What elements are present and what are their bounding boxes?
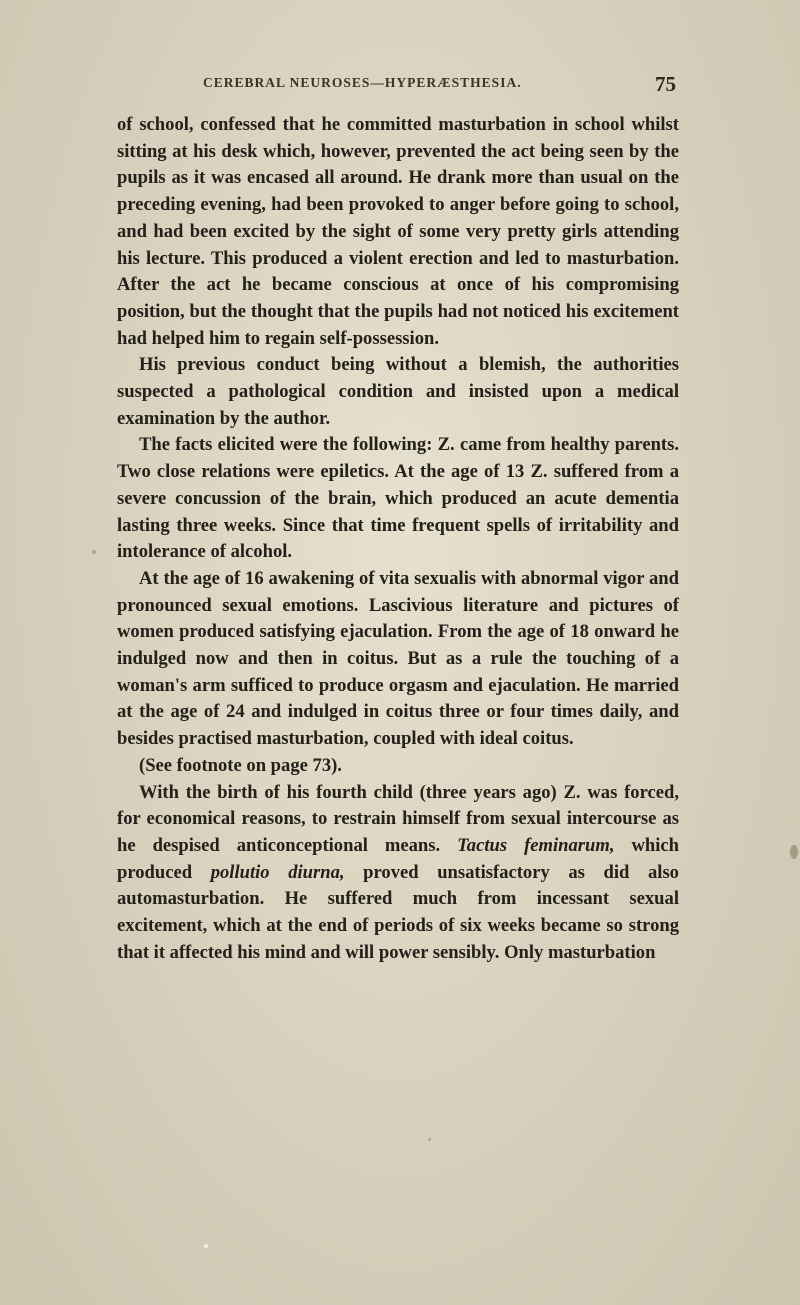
paragraph-3: The facts elicited were the following: Z. came from healthy parents. Two close relations were epiletics. At the age of 13 Z. suffered from a severe concussion of the brain, which produced an acute dementia lasting three weeks. Since that time frequent spells of irritability and intolerance of alcohol. [117,434,679,563]
running-header [0,72,800,98]
body-text [117,112,679,967]
paper-speck [92,550,96,554]
paragraph-6-middle: which produced [117,834,679,883]
paragraph-5: (See footnote on page 73). [139,754,342,776]
paragraph-1: of school, confessed that he committed masturbation in school whilst sitting at his desk which, however, prevented the act being seen by the pupils as it was encased all around. He drank more than usual on the preceding evening, had been provoked to anger before going to school, and had been excited by the sight of some very pretty girls attending his lecture. This produced a violent erection and led to masturbation. After the act he became conscious at once of his compromising position, but the thought that the pupils had not noticed his excitement had helped him to regain self-possession. [117,114,679,349]
paragraph-6 [117,780,679,967]
running-title: CEREBRAL NEUROSES—HYPERÆSTHESIA. [203,75,522,90]
page-number: 75 [655,72,676,96]
paper-speck [204,1244,208,1248]
paper-speck [790,845,798,859]
paragraph-6-text: With the birth of his fourth child (three years ago) Z. was forced, for economical reasons, to restrain himself from sexual intercourse as he despised anticonceptional means. [117,781,679,856]
paragraph-6-end: proved unsatisfactory as did also automasturbation. He suffered much from incessant sexual excitement, which at the end of periods of six weeks became so strong that it affected his mind and will power sensibly. Only masturbation [117,861,679,963]
italic-tactus-feminarum: Tactus feminarum, [457,834,615,856]
paragraph-4: At the age of 16 awakening of vita sexualis with abnormal vigor and pronounced sexual emotions. Lascivious literature and pictures of women produced satisfying ejaculation. From the age of 18 onward he indulged now and then in coitus. But as a rule the touching of a woman's arm sufficed to produce orgasm and ejaculation. He married at the age of 24 and indulged in coitus three or four times daily, and besides practised masturbation, coupled with ideal coitus. [117,567,679,750]
paragraph-2: His previous conduct being without a blemish, the authorities suspected a pathological condition and insisted upon a medical examination by the author. [117,354,679,429]
paper-speck [428,1138,431,1141]
italic-pollutio-diurna: pollutio diurna, [210,861,345,883]
